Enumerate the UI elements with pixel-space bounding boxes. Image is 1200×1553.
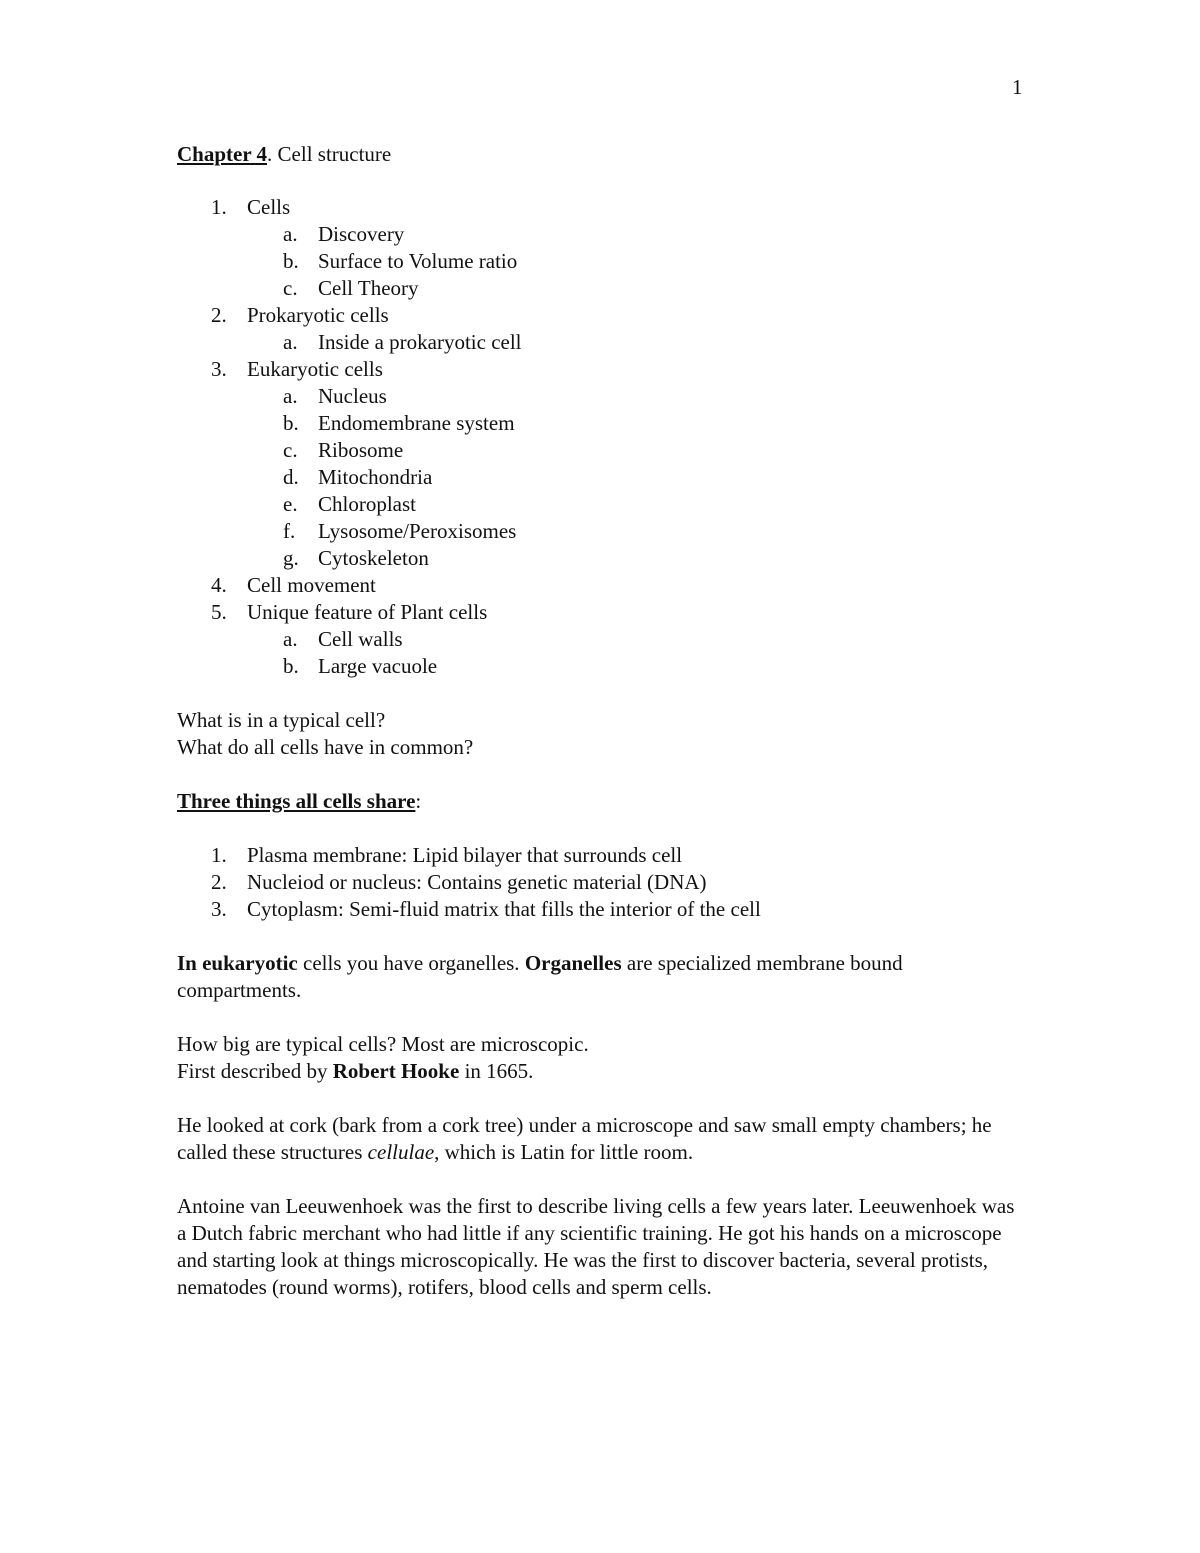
- outline-subitem-letter: c.: [283, 276, 298, 300]
- chapter-label: Chapter 4: [177, 142, 268, 166]
- outline-item-number: 3.: [211, 357, 227, 381]
- outline-item-label: Cell movement: [247, 573, 376, 597]
- outline-item-label: Unique feature of Plant cells: [247, 600, 488, 624]
- para-text: First described by: [177, 1059, 333, 1083]
- outline-subitem-letter: b.: [283, 411, 299, 435]
- shared-item: [177, 896, 1027, 923]
- outline-subitem: [177, 221, 1027, 248]
- para-text: are specialized membrane bound compartments.: [177, 951, 903, 1002]
- outline-item: [177, 599, 1027, 626]
- outline-subitem-letter: f.: [283, 519, 296, 543]
- shared-item-text: Nucleiod or nucleus: Contains genetic material (DNA): [247, 870, 707, 894]
- chapter-heading: [177, 141, 1027, 168]
- outline-subitem-label: Nucleus: [318, 384, 387, 408]
- shared-item-text: Cytoplasm: Semi-fluid matrix that fills the interior of the cell: [247, 897, 761, 921]
- outline-item: [177, 356, 1027, 383]
- outline-subitem: [177, 464, 1027, 491]
- outline-subitem: [177, 653, 1027, 680]
- para-text: cells you have organelles.: [297, 951, 525, 975]
- shared-item: [177, 842, 1027, 869]
- para-bold-term: Robert Hooke: [332, 1059, 460, 1083]
- chapter-title: . Cell structure: [267, 142, 392, 166]
- shared-item: [177, 869, 1027, 896]
- outline-item-number: 5.: [211, 600, 227, 624]
- chapter-outline: [177, 194, 1027, 680]
- outline-subitem-label: Mitochondria: [318, 465, 433, 489]
- outline-item-label: Cells: [247, 195, 291, 219]
- para-text: , which is Latin for little room.: [434, 1140, 694, 1164]
- outline-subitem-label: Cell walls: [318, 627, 403, 651]
- outline-subitem-letter: g.: [283, 546, 299, 570]
- outline-subitem-letter: a.: [283, 627, 298, 651]
- outline-subitem-label: Ribosome: [318, 438, 404, 462]
- outline-subitem-letter: a.: [283, 222, 298, 246]
- leeuwenhoek-paragraph: Antoine van Leeuwenhoek was the first to describe living cells a few years later. Leeuwenhoek was a Dutch fabric merchant who had little if any scientific training. He got his hands on a microscope and starting look at things microscopically. He was the first to discover bacteria, several protists, nematodes (round worms), rotifers, blood cells and sperm cells.: [177, 1194, 1015, 1299]
- outline-subitem-label: Inside a prokaryotic cell: [318, 330, 522, 354]
- size-question: How big are typical cells? Most are microscopic.: [177, 1032, 589, 1056]
- outline-item-number: 4.: [211, 573, 227, 597]
- shared-heading-colon: :: [415, 789, 422, 813]
- outline-subitem: [177, 518, 1027, 545]
- shared-list: [177, 842, 1027, 923]
- outline-subitem-label: Discovery: [318, 222, 405, 246]
- outline-item: [177, 194, 1027, 221]
- outline-item-label: Prokaryotic cells: [247, 303, 389, 327]
- shared-heading-text: Three things all cells share: [177, 789, 416, 813]
- outline-subitem-label: Cytoskeleton: [318, 546, 429, 570]
- outline-subitem: [177, 626, 1027, 653]
- shared-item-number: 1.: [211, 843, 227, 867]
- para-italic-term: cellulae: [367, 1140, 435, 1164]
- organelles-paragraph: [177, 950, 1027, 1004]
- outline-subitem-letter: a.: [283, 330, 298, 354]
- outline-subitem-label: Surface to Volume ratio: [318, 249, 518, 273]
- outline-subitem-label: Endomembrane system: [318, 411, 515, 435]
- outline-item: [177, 572, 1027, 599]
- para-bold-term: eukaryotic: [202, 951, 298, 975]
- outline-item-number: 1.: [211, 195, 227, 219]
- outline-subitem-label: Large vacuole: [318, 654, 438, 678]
- outline-subitem-label: Lysosome/Peroxisomes: [318, 519, 517, 543]
- page-number: 1: [1012, 75, 1023, 99]
- outline-subitem: [177, 491, 1027, 518]
- outline-subitem: [177, 545, 1027, 572]
- outline-subitem: [177, 329, 1027, 356]
- shared-heading: [177, 788, 1027, 815]
- hooke-paragraph: [177, 1112, 1027, 1166]
- outline-subitem-letter: b.: [283, 249, 299, 273]
- outline-subitem: [177, 275, 1027, 302]
- shared-item-number: 2.: [211, 870, 227, 894]
- page-content: [177, 141, 1027, 1301]
- question-2: What do all cells have in common?: [177, 735, 474, 759]
- outline-subitem-label: Cell Theory: [318, 276, 419, 300]
- outline-subitem: [177, 383, 1027, 410]
- outline-item-number: 2.: [211, 303, 227, 327]
- shared-item-number: 3.: [211, 897, 227, 921]
- outline-subitem: [177, 248, 1027, 275]
- hooke-line: [177, 1058, 1027, 1085]
- question-1: What is in a typical cell?: [177, 708, 386, 732]
- para-text: He looked at cork (bark from a cork tree) under a microscope and saw small empty chambers; he called these structures: [177, 1113, 992, 1164]
- outline-subitem: [177, 410, 1027, 437]
- outline-item-label: Eukaryotic cells: [247, 357, 383, 381]
- para-text: In: [177, 951, 203, 975]
- para-text: in 1665.: [459, 1059, 534, 1083]
- outline-subitem-label: Chloroplast: [318, 492, 416, 516]
- outline-subitem-letter: a.: [283, 384, 298, 408]
- outline-subitem-letter: d.: [283, 465, 299, 489]
- outline-subitem-letter: c.: [283, 438, 298, 462]
- para-bold-term: Organelles: [524, 951, 622, 975]
- shared-item-text: Plasma membrane: Lipid bilayer that surrounds cell: [247, 843, 683, 867]
- outline-item: [177, 302, 1027, 329]
- outline-subitem: [177, 437, 1027, 464]
- outline-subitem-letter: b.: [283, 654, 299, 678]
- outline-subitem-letter: e.: [283, 492, 298, 516]
